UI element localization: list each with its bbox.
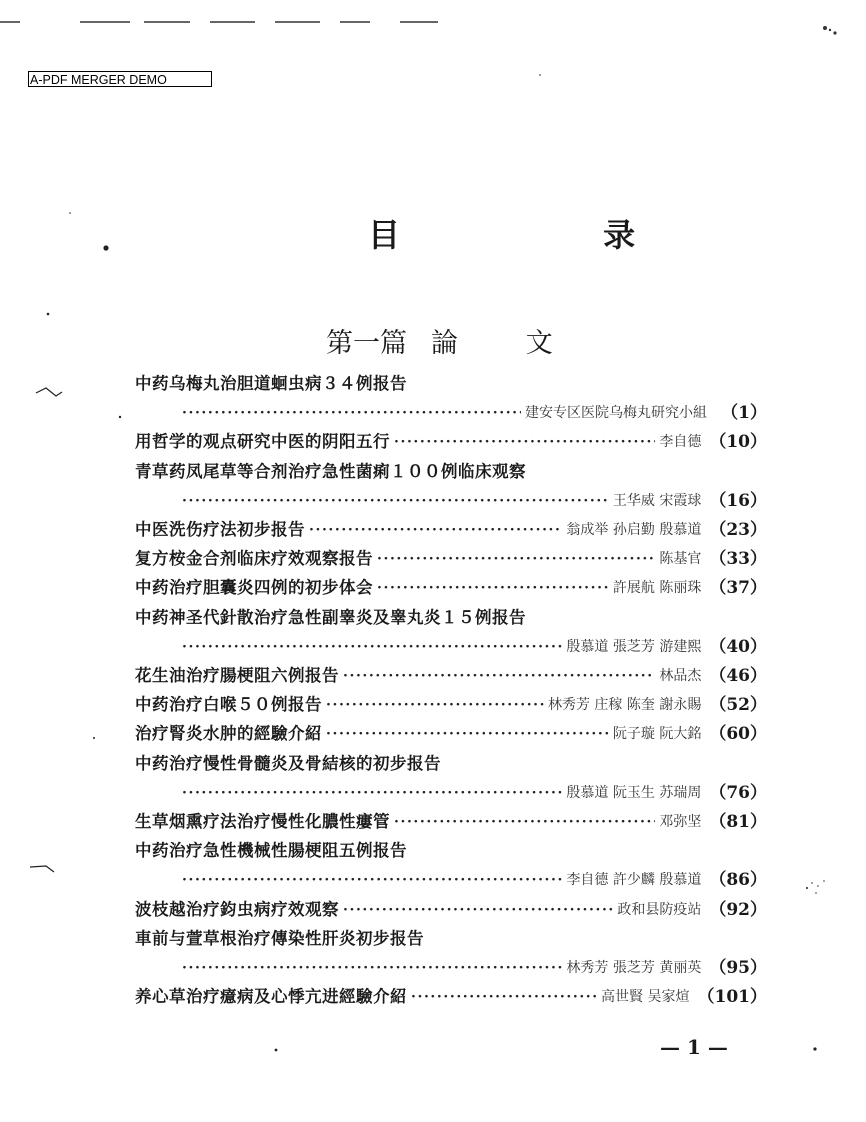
toc-leader-dots [326, 691, 544, 719]
toc-entry [135, 370, 767, 398]
toc-entry-author: 高世賢 吴家煊 [601, 989, 690, 1005]
toc-entry-title: 中药治疗白喉５０例报告 [135, 695, 322, 714]
toc-entry-page: （52） [709, 695, 767, 715]
toc-leader-dots [182, 954, 562, 982]
toc-entry-title: 治疗腎炎水肿的經驗介紹 [135, 724, 322, 743]
toc-entry [178, 954, 767, 982]
toc-entry [178, 487, 767, 515]
toc-entry [135, 428, 767, 456]
toc-entry-page: （33） [709, 549, 767, 569]
toc-entry-author: 阮子璇 阮大銘 [612, 726, 702, 742]
toc-entry [178, 866, 767, 894]
toc-leader-dots [377, 545, 655, 573]
toc-entry [135, 896, 767, 924]
toc-entry-title: 中药治疗慢性骨髓炎及骨結核的初步报告 [135, 754, 441, 773]
toc-entry-page: （81） [709, 812, 767, 832]
toc-entry-page: （46） [709, 666, 767, 686]
toc-leader-dots [326, 720, 609, 748]
toc-entry-page: （86） [709, 870, 767, 890]
toc-entry-page: （37） [709, 578, 767, 598]
toc-leader-dots [377, 574, 609, 602]
toc-entry [135, 808, 767, 836]
toc-entry-title: 花生油治疗腸梗阻六例报告 [135, 666, 339, 685]
toc-entry-title: 养心草治疗癔病及心悸亢进經驗介紹 [135, 987, 407, 1006]
page-title: 目 录 [368, 216, 732, 254]
toc-entry-page: （16） [709, 491, 767, 511]
toc-entry-author: 建安专区医院乌梅丸研究小組 [525, 405, 707, 421]
toc-entry-author: 陈基官 [659, 551, 702, 567]
toc-entry [135, 925, 767, 953]
toc-entry [178, 633, 767, 661]
toc-entry-title: 青草药凤尾草等合剂治疗急性菌痢１００例临床观察 [135, 462, 526, 481]
toc-entry-author: 李自德 [659, 434, 702, 450]
toc-entry-title: 中药神圣代針散治疗急性副睾炎及睾丸炎１５例报告 [135, 608, 526, 627]
toc-leader-dots [182, 399, 521, 427]
toc-entry-author: 殷慕道 阮玉生 苏瑞周 [566, 785, 702, 801]
toc-entry-page: （23） [709, 520, 767, 540]
toc-entry-title: 中药乌梅丸治胆道蛔虫病３４例报告 [135, 374, 407, 393]
toc-entry-page: （92） [709, 900, 767, 920]
toc-leader-dots [394, 808, 655, 836]
toc-entry [135, 837, 767, 865]
page-number: — 1 — [660, 1035, 728, 1059]
toc-entry-title: 生草烟熏疗法治疗慢性化膿性瘻管 [135, 812, 390, 831]
toc-entry-page: （10） [709, 432, 767, 452]
toc-entry-author: 王华威 宋霞球 [612, 493, 702, 509]
toc-entry-author: 殷慕道 張芝芳 游建熙 [566, 639, 702, 655]
toc-entry-title: 中医洗伤疗法初步报告 [135, 520, 305, 539]
toc-entry-author: 邓弥坚 [659, 814, 702, 830]
toc-entry-author: 李自德 許少麟 殷慕道 [566, 872, 702, 888]
toc-leader-dots [411, 983, 597, 1011]
toc-entry-title: 用哲学的观点研究中医的阴阳五行 [135, 432, 390, 451]
toc-entry [178, 779, 767, 807]
watermark-label: A-PDF MERGER DEMO [28, 71, 212, 87]
toc-entry-author: 林品杰 [659, 668, 702, 684]
toc-entry-page: （1） [721, 403, 767, 423]
section-name: 論 文 [431, 328, 553, 359]
toc-leader-dots [394, 428, 655, 456]
toc-entry-author: 林秀芳 庄稼 陈奎 謝永賜 [547, 697, 702, 713]
toc-entry [135, 691, 767, 719]
toc-entry [135, 458, 767, 486]
toc-entry [135, 750, 767, 778]
toc-entry-author: 林秀芳 張芝芳 黄丽英 [566, 960, 702, 976]
toc-entry [135, 545, 767, 573]
toc-entry [135, 604, 767, 632]
toc-entry-title: 波枝越治疗鈞虫病疗效观察 [135, 900, 339, 919]
toc-leader-dots [309, 516, 562, 544]
toc-leader-dots [182, 779, 562, 807]
toc-entry-title: 車前与萱草根治疗傳染性肝炎初步报告 [135, 929, 424, 948]
toc-leader-dots [343, 662, 655, 690]
toc-entry-author: 翁成举 孙启勤 殷慕道 [566, 522, 702, 538]
toc-entry [135, 983, 767, 1011]
toc-leader-dots [182, 633, 562, 661]
toc-entry-title: 复方桉金合剂临床疗效观察报告 [135, 549, 373, 568]
toc-entry-author: 許展航 陈丽珠 [612, 580, 702, 596]
toc-entry-title: 中药治疗急性機械性腸梗阻五例报告 [135, 841, 407, 860]
toc-entry [135, 574, 767, 602]
toc-entry-page: （76） [709, 783, 767, 803]
section-part: 第一篇 [326, 328, 407, 359]
toc-leader-dots [182, 866, 562, 894]
toc-entry-title: 中药治疗胆囊炎四例的初步体会 [135, 578, 373, 597]
toc-entry-page: （40） [709, 637, 767, 657]
toc-entry [135, 662, 767, 690]
toc-leader-dots [343, 896, 613, 924]
toc-entry-page: （60） [709, 724, 767, 744]
toc-entry [178, 399, 767, 427]
toc-leader-dots [182, 487, 609, 515]
toc-entry-page: （95） [709, 958, 767, 978]
toc-entry [135, 516, 767, 544]
toc-entry [135, 720, 767, 748]
toc-entry-page: （101） [697, 987, 767, 1007]
toc-entry-author: 政和县防疫站 [617, 902, 702, 918]
